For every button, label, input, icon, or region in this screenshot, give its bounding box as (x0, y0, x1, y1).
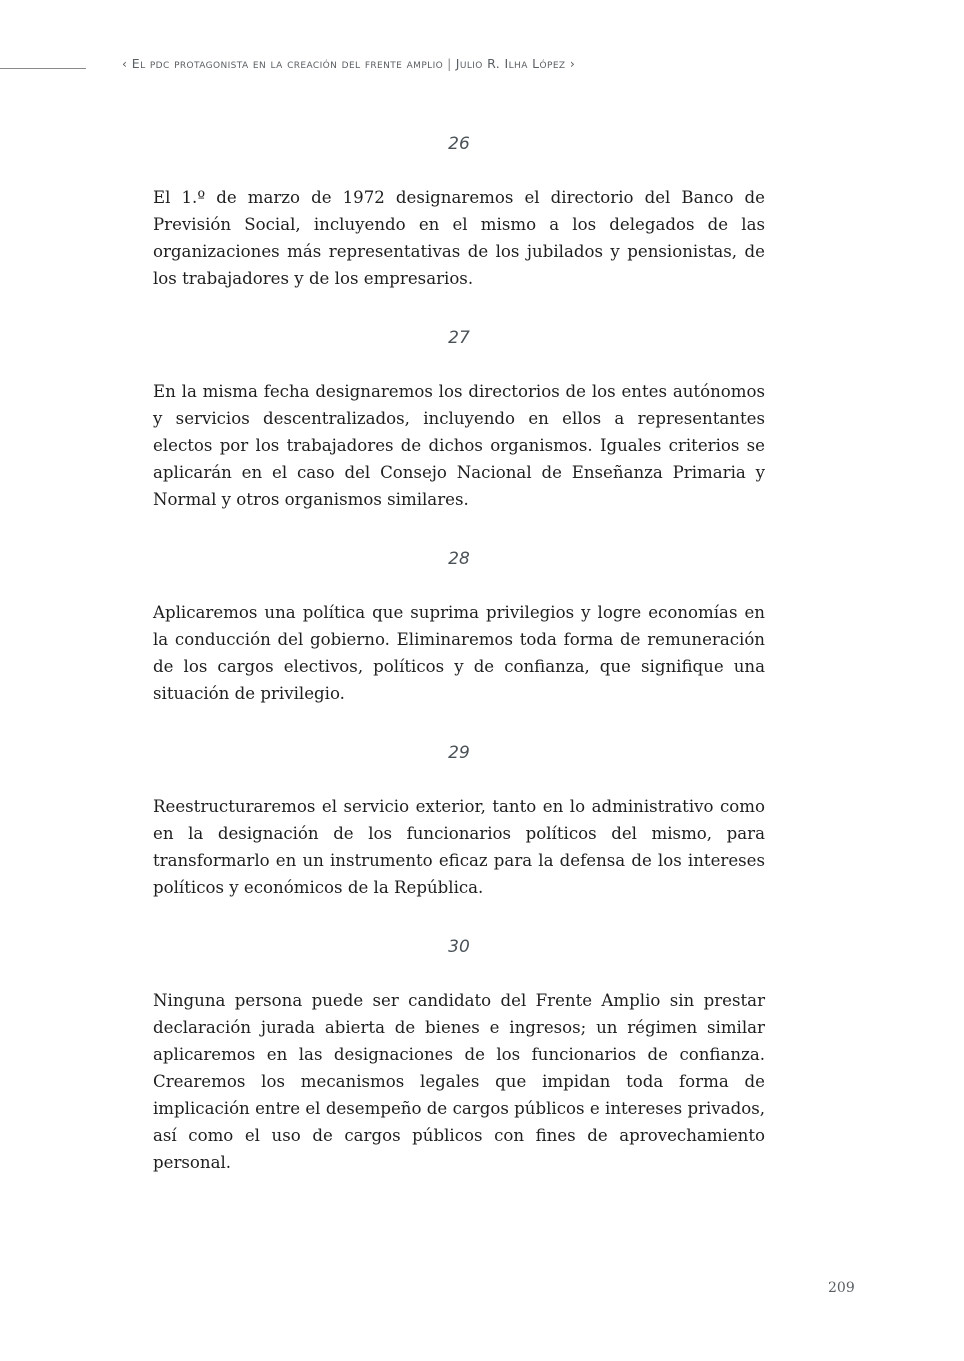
article-section (153, 130, 765, 292)
running-header-author: Julio R. Ilha López › (455, 56, 576, 71)
page-body (153, 130, 765, 1208)
article-number: 27 (448, 328, 470, 348)
article-paragraph: Aplicaremos una política que suprima privilegios y logre economías en la conducción del gobierno. Eliminaremos toda forma de remuneración de los cargos electivos, políticos y de confianza, que signifique una situación de privilegio. (153, 603, 765, 703)
running-header-separator: | (447, 56, 452, 71)
article-paragraph: Reestructuraremos el servicio exterior, tanto en lo administrativo como en la designación de los funcionarios políticos del mismo, para transformarlo en un instrumento eficaz para la defensa de los intereses políticos y económicos de la República. (153, 797, 765, 897)
article-section (153, 324, 765, 513)
running-header-title: ‹ El pdc protagonista en la creación del frente amplio (122, 56, 444, 71)
article-number: 26 (448, 134, 470, 154)
article-number: 30 (448, 937, 470, 957)
article-paragraph: En la misma fecha designaremos los directorios de los entes autónomos y servicios descentralizados, incluyendo en ellos a representantes electos por los trabajadores de dichos organismos. Iguales criterios se aplicarán en el caso del Consejo Nacional de Enseñanza Primaria y Normal y otros organismos similares. (153, 382, 765, 509)
article-paragraph: El 1.º de marzo de 1972 designaremos el directorio del Banco de Previsión Social, incluyendo en el mismo a los delegados de las organizaciones más representativas de los jubilados y pensionistas, de los trabajadores y de los empresarios. (153, 188, 765, 288)
article-section (153, 545, 765, 707)
article-number: 28 (448, 549, 470, 569)
running-header (122, 56, 575, 71)
article-section (153, 739, 765, 901)
article-number: 29 (448, 743, 470, 763)
article-paragraph: Ninguna persona puede ser candidato del Frente Amplio sin prestar declaración jurada abierta de bienes e ingresos; un régimen similar aplicaremos en las designaciones de los funcionarios de confianza. Crearemos los mecanismos legales que impidan toda forma de implicación entre el desempeño de cargos públicos e intereses privados, así como el uso de cargos públicos con fines de aprovechamiento personal. (153, 991, 765, 1172)
article-section (153, 933, 765, 1176)
header-rule (0, 68, 86, 69)
page-number: 209 (828, 1280, 855, 1296)
